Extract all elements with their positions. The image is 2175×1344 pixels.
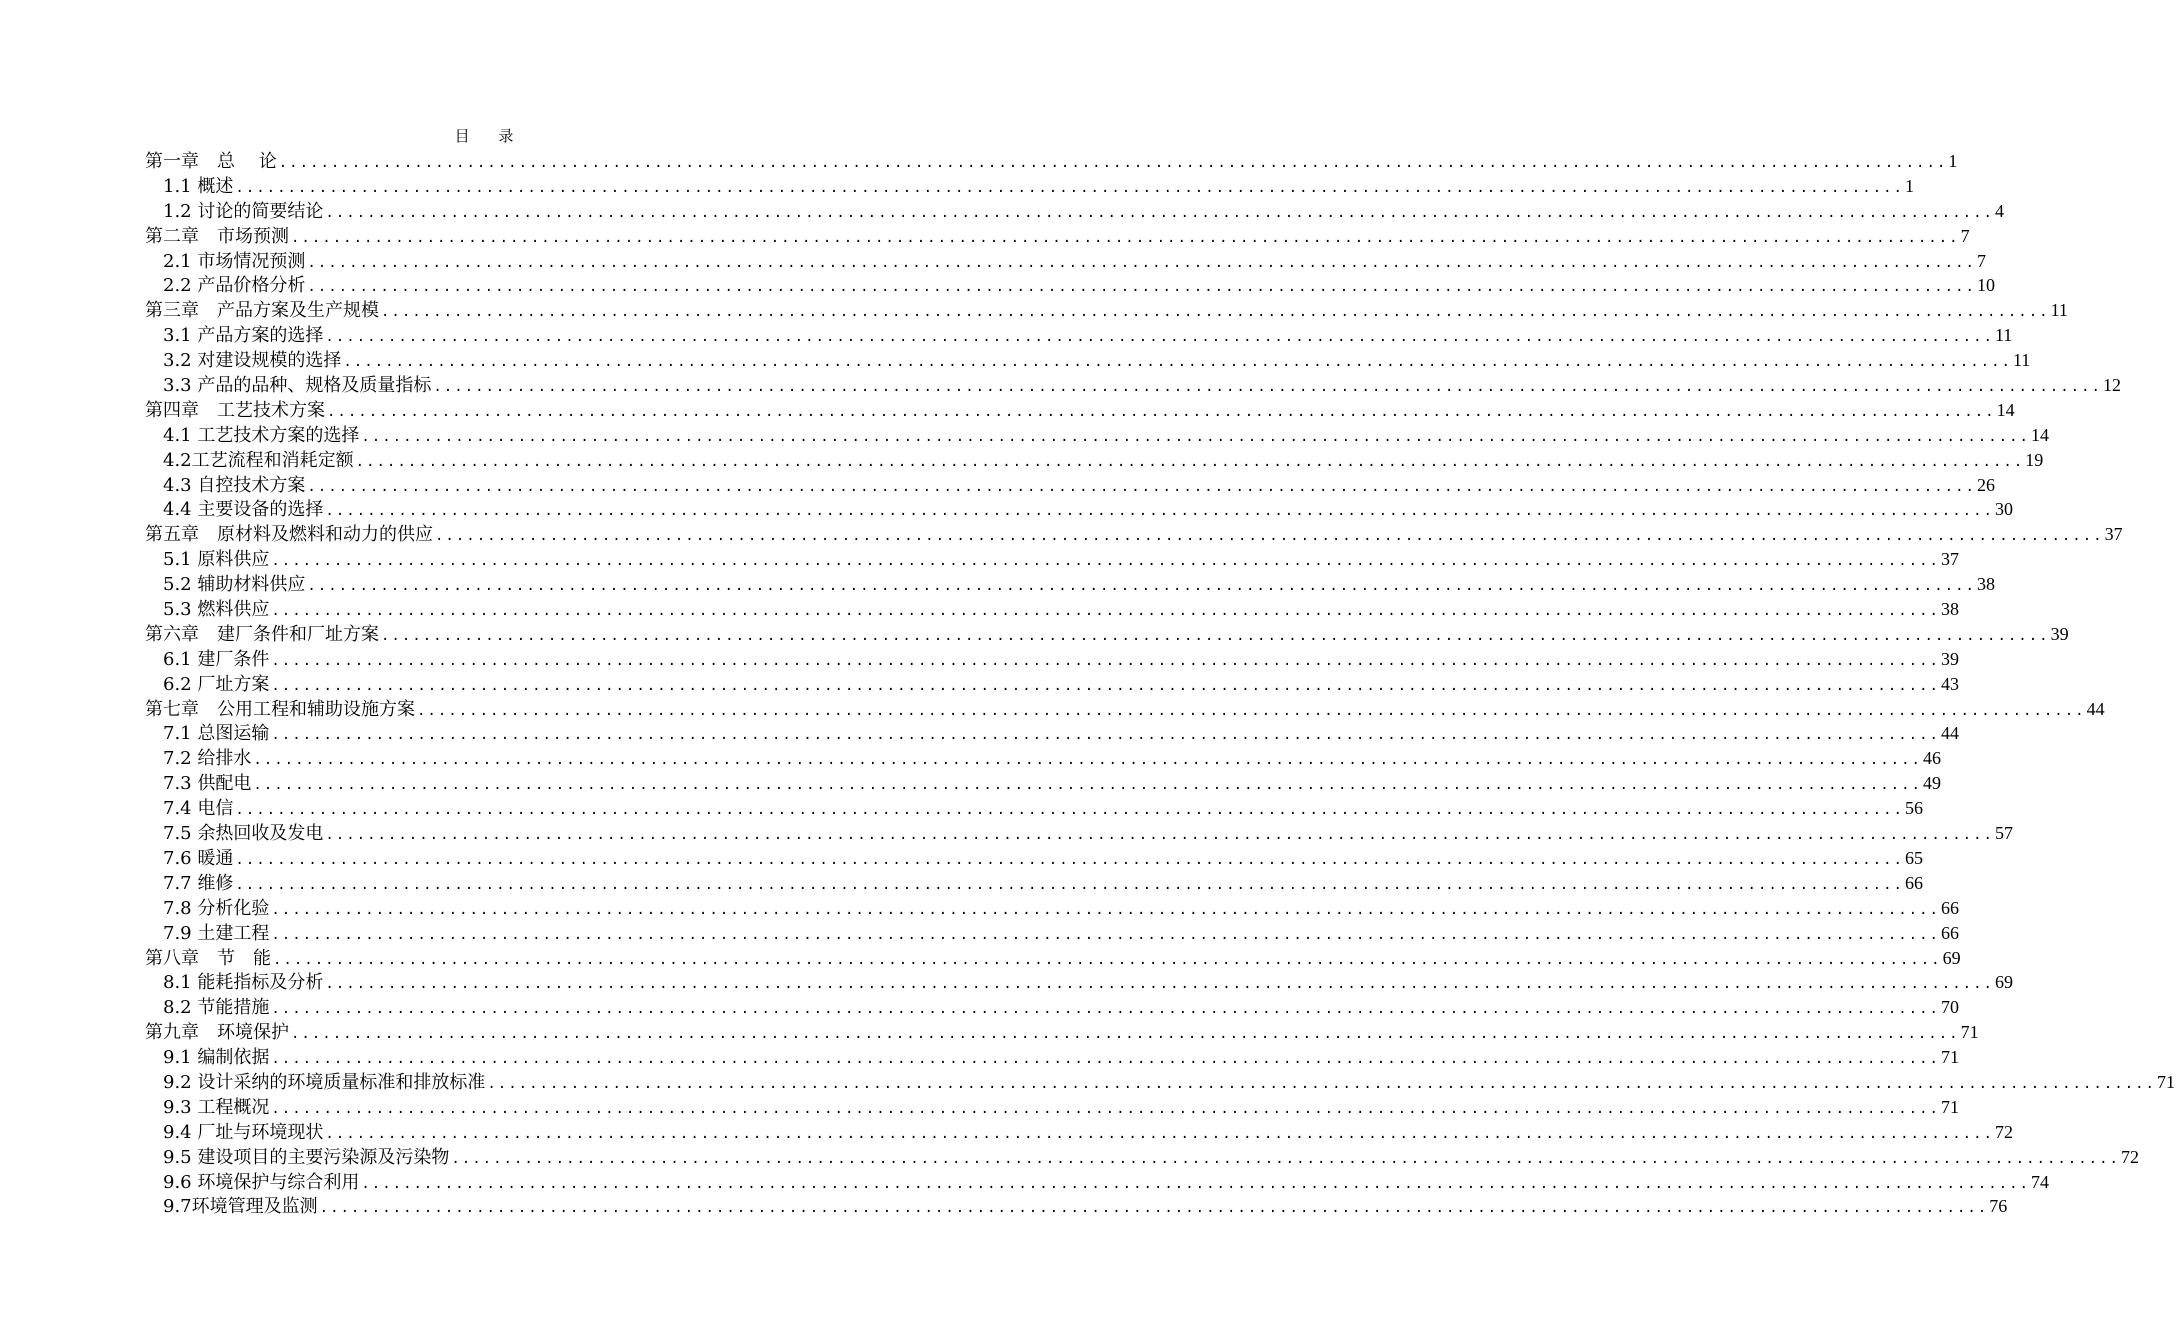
toc-entry-label: 第三章 产品方案及生产规模	[145, 300, 379, 322]
toc-page-number: 12	[2102, 375, 2121, 396]
toc-section-entry[interactable]	[145, 746, 1941, 771]
toc-dot-leader: ................................................................................................................................................................	[325, 1125, 1994, 1142]
toc-section-entry[interactable]	[145, 647, 1959, 672]
toc-entry-label: 8.1 能耗指标及分析	[163, 972, 324, 994]
toc-entry-label: 9.5 建设项目的主要污染源及污染物	[163, 1146, 450, 1168]
toc-entry-label: 8.2 节能措施	[163, 997, 270, 1019]
toc-page-number: 19	[2025, 449, 2044, 470]
toc-page-number: 4	[1994, 200, 2004, 221]
toc-section-entry[interactable]	[145, 846, 1923, 871]
toc-section-entry[interactable]	[145, 273, 1995, 298]
toc-dot-leader: ................................................................................................................................................................	[253, 752, 1922, 769]
toc-dot-leader: ................................................................................................................................................................	[433, 379, 2102, 396]
toc-chapter-entry[interactable]	[145, 224, 1970, 249]
toc-section-entry[interactable]	[145, 423, 2049, 448]
toc-page-number: 37	[1940, 549, 1959, 570]
toc-entry-label: 第九章 环境保护	[145, 1022, 289, 1044]
toc-page-number: 65	[1904, 847, 1923, 868]
toc-dot-leader: ................................................................................................................................................................	[381, 627, 2050, 644]
toc-entry-label: 9.1 编制依据	[163, 1047, 270, 1069]
toc-page-number: 46	[1922, 748, 1941, 769]
toc-dot-leader: ................................................................................................................................................................	[291, 229, 1960, 246]
toc-chapter-entry[interactable]	[145, 697, 2105, 722]
toc-page-number: 72	[2120, 1146, 2139, 1167]
table-of-contents	[145, 149, 2175, 1219]
toc-dot-leader: ................................................................................................................................................................	[325, 976, 1994, 993]
toc-dot-leader: ................................................................................................................................................................	[291, 1026, 1960, 1043]
toc-entry-label: 3.2 对建设规模的选择	[163, 350, 342, 372]
toc-dot-leader: ................................................................................................................................................................	[327, 403, 1996, 420]
toc-page-number: 14	[2030, 424, 2049, 445]
toc-dot-leader: ................................................................................................................................................................	[273, 951, 1942, 968]
toc-entry-label: 7.6 暖通	[163, 847, 234, 869]
toc-entry-label: 7.4 电信	[163, 798, 234, 820]
toc-entry-label: 4.4 主要设备的选择	[163, 499, 324, 521]
toc-entry-label: 3.1 产品方案的选择	[163, 325, 324, 347]
toc-dot-leader: ................................................................................................................................................................	[435, 528, 2104, 545]
toc-dot-leader: ................................................................................................................................................................	[343, 354, 2012, 371]
toc-entry-label: 9.2 设计采纳的环境质量标准和排放标准	[163, 1071, 486, 1093]
toc-dot-leader: ................................................................................................................................................................	[271, 901, 1940, 918]
toc-entry-label: 9.7环境管理及监测	[163, 1196, 318, 1218]
toc-page-number: 74	[2030, 1171, 2049, 1192]
toc-section-entry[interactable]	[145, 323, 2013, 348]
toc-entry-label: 2.1 市场情况预测	[163, 250, 306, 272]
toc-dot-leader: ................................................................................................................................................................	[307, 578, 1976, 595]
toc-page-number: 39	[1940, 648, 1959, 669]
toc-chapter-entry[interactable]	[145, 522, 2123, 547]
toc-section-entry[interactable]	[145, 871, 1923, 896]
toc-dot-leader: ................................................................................................................................................................	[307, 478, 1976, 495]
toc-section-entry[interactable]	[145, 995, 1959, 1020]
toc-entry-label: 9.6 环境保护与综合利用	[163, 1171, 360, 1193]
toc-section-entry[interactable]	[145, 1045, 1959, 1070]
toc-chapter-entry[interactable]	[145, 622, 2069, 647]
toc-title: 目 录	[454, 127, 526, 145]
toc-dot-leader: ................................................................................................................................................................	[271, 553, 1940, 570]
toc-page-number: 57	[1994, 823, 2013, 844]
toc-section-entry[interactable]	[145, 921, 1959, 946]
toc-entry-label: 1.2 讨论的简要结论	[163, 200, 324, 222]
toc-section-entry[interactable]	[145, 1194, 2008, 1219]
toc-entry-label: 7.3 供配电	[163, 773, 252, 795]
toc-section-entry[interactable]	[145, 497, 2013, 522]
toc-section-entry[interactable]	[145, 821, 2013, 846]
toc-section-entry[interactable]	[145, 721, 1959, 746]
toc-section-entry[interactable]	[145, 1145, 2139, 1170]
toc-entry-label: 4.3 自控技术方案	[163, 474, 306, 496]
toc-entry-label: 6.1 建厂条件	[163, 648, 270, 670]
toc-page-number: 30	[1994, 499, 2013, 520]
toc-page-number: 71	[2156, 1071, 2175, 1092]
toc-entry-label: 7.5 余热回收及发电	[163, 823, 324, 845]
toc-section-entry[interactable]	[145, 896, 1959, 921]
toc-dot-leader: ................................................................................................................................................................	[235, 876, 1904, 893]
toc-entry-label: 2.2 产品价格分析	[163, 275, 306, 297]
toc-page-number: 69	[1994, 972, 2013, 993]
toc-page-number: 39	[2050, 623, 2069, 644]
toc-entry-label: 7.9 土建工程	[163, 922, 270, 944]
toc-dot-leader: ................................................................................................................................................................	[235, 851, 1904, 868]
toc-page-number: 71	[1940, 1096, 1959, 1117]
toc-entry-label: 9.4 厂址与环境现状	[163, 1121, 324, 1143]
toc-chapter-entry[interactable]	[145, 946, 1961, 971]
toc-section-entry[interactable]	[145, 672, 1959, 697]
toc-dot-leader: ................................................................................................................................................................	[325, 503, 1994, 520]
toc-dot-leader: ................................................................................................................................................................	[271, 652, 1940, 669]
toc-dot-leader: ................................................................................................................................................................	[451, 1150, 2120, 1167]
toc-page-number: 43	[1940, 673, 1959, 694]
toc-page-number: 66	[1904, 872, 1923, 893]
toc-entry-label: 第八章 节 能	[145, 947, 271, 969]
toc-page-number: 76	[1989, 1196, 2008, 1217]
toc-page-number: 56	[1904, 798, 1923, 819]
toc-entry-label: 第二章 市场预测	[145, 225, 289, 247]
toc-entry-label: 7.1 总图运输	[163, 723, 270, 745]
toc-section-entry[interactable]	[145, 174, 1914, 199]
toc-dot-leader: ................................................................................................................................................................	[307, 254, 1976, 271]
toc-page-number: 38	[1976, 574, 1995, 595]
toc-page-number: 26	[1976, 474, 1995, 495]
toc-section-entry[interactable]	[145, 771, 1941, 796]
toc-entry-label: 5.1 原料供应	[163, 549, 270, 571]
toc-page-number: 66	[1940, 922, 1959, 943]
toc-dot-leader: ................................................................................................................................................................	[271, 1100, 1940, 1117]
toc-entry-label: 4.2工艺流程和消耗定额	[163, 449, 354, 471]
toc-dot-leader: ................................................................................................................................................................	[235, 802, 1904, 819]
toc-dot-leader: ................................................................................................................................................................	[253, 777, 1922, 794]
toc-page-number: 66	[1940, 897, 1959, 918]
toc-page-number: 70	[1940, 997, 1959, 1018]
toc-entry-label: 7.2 给排水	[163, 748, 252, 770]
toc-entry-label: 7.7 维修	[163, 872, 234, 894]
toc-chapter-entry[interactable]	[145, 398, 2015, 423]
toc-dot-leader: ................................................................................................................................................................	[271, 727, 1940, 744]
toc-entry-label: 第四章 工艺技术方案	[145, 399, 325, 421]
toc-dot-leader: ................................................................................................................................................................	[417, 702, 2086, 719]
toc-dot-leader: ................................................................................................................................................................	[271, 603, 1940, 620]
toc-entry-label: 1.1 概述	[163, 175, 234, 197]
toc-dot-leader: ................................................................................................................................................................	[325, 827, 1994, 844]
toc-dot-leader: ................................................................................................................................................................	[355, 453, 2025, 470]
toc-dot-leader: ................................................................................................................................................................	[487, 1075, 2156, 1092]
toc-section-entry[interactable]	[145, 970, 2013, 995]
toc-page-number: 11	[2050, 300, 2068, 321]
toc-dot-leader: ................................................................................................................................................................	[271, 926, 1940, 943]
toc-dot-leader: ................................................................................................................................................................	[361, 1175, 2030, 1192]
toc-dot-leader: ................................................................................................................................................................	[271, 1051, 1940, 1068]
toc-entry-label: 4.1 工艺技术方案的选择	[163, 424, 360, 446]
toc-entry-label: 7.8 分析化验	[163, 897, 270, 919]
toc-section-entry[interactable]	[145, 249, 1986, 274]
toc-page-number: 14	[1996, 399, 2015, 420]
toc-page-number: 37	[2104, 524, 2123, 545]
toc-entry-label: 第五章 原材料及燃料和动力的供应	[145, 524, 433, 546]
toc-dot-leader: ................................................................................................................................................................	[361, 428, 2030, 445]
toc-section-entry[interactable]	[145, 547, 1959, 572]
toc-page-number: 10	[1976, 275, 1995, 296]
toc-dot-leader: ................................................................................................................................................................	[381, 304, 2050, 321]
toc-entry-label: 第一章 总 论	[145, 151, 277, 172]
toc-chapter-entry[interactable]	[145, 298, 2068, 323]
toc-chapter-entry[interactable]	[145, 1020, 1979, 1045]
toc-page-number: 11	[1994, 325, 2013, 346]
toc-entry-label: 5.3 燃料供应	[163, 599, 270, 621]
toc-chapter-entry[interactable]	[145, 149, 1958, 174]
toc-page-number: 49	[1922, 773, 1941, 794]
toc-page-number: 71	[1940, 1047, 1959, 1068]
toc-page-number: 7	[1976, 250, 1986, 271]
toc-entry-label: 6.2 厂址方案	[163, 673, 270, 695]
toc-dot-leader: ................................................................................................................................................................	[235, 179, 1904, 196]
toc-section-entry[interactable]	[145, 1095, 1959, 1120]
toc-section-entry[interactable]	[145, 373, 2121, 398]
toc-page-number: 44	[1940, 723, 1959, 744]
toc-entry-label: 9.3 工程概况	[163, 1096, 270, 1118]
toc-section-entry[interactable]	[145, 1070, 2175, 1095]
toc-section-entry[interactable]	[145, 473, 1995, 498]
toc-page-number: 71	[1960, 1022, 1979, 1043]
toc-dot-leader: ................................................................................................................................................................	[319, 1200, 1989, 1217]
toc-page-number: 1	[1904, 175, 1914, 196]
toc-page-number: 38	[1940, 599, 1959, 620]
toc-section-entry[interactable]	[145, 572, 1995, 597]
toc-entry-label: 3.3 产品的品种、规格及质量指标	[163, 375, 432, 397]
toc-dot-leader: ................................................................................................................................................................	[325, 204, 1994, 221]
toc-page-number: 1	[1948, 151, 1958, 171]
toc-section-entry[interactable]	[145, 1120, 2013, 1145]
toc-entry-label: 第六章 建厂条件和厂址方案	[145, 623, 379, 645]
toc-page-number: 11	[2012, 350, 2031, 371]
toc-dot-leader: ................................................................................................................................................................	[271, 677, 1940, 694]
toc-page-number: 72	[1994, 1121, 2013, 1142]
toc-page-number: 69	[1942, 947, 1961, 968]
toc-page-number: 7	[1960, 225, 1970, 246]
toc-entry-label: 第七章 公用工程和辅助设施方案	[145, 698, 415, 720]
toc-section-entry[interactable]	[145, 199, 2004, 224]
toc-page-number: 44	[2086, 698, 2105, 719]
toc-entry-label: 5.2 辅助材料供应	[163, 574, 306, 596]
toc-dot-leader: ................................................................................................................................................................	[307, 279, 1976, 296]
toc-dot-leader: ................................................................................................................................................................	[325, 329, 1994, 346]
toc-dot-leader: ................................................................................................................................................................	[271, 1001, 1940, 1018]
toc-section-entry[interactable]	[145, 597, 1959, 622]
toc-section-entry[interactable]	[145, 448, 2044, 473]
toc-dot-leader: ................................................................................................................................................................	[278, 155, 1948, 171]
toc-section-entry[interactable]	[145, 348, 2031, 373]
toc-section-entry[interactable]	[145, 1170, 2049, 1195]
toc-section-entry[interactable]	[145, 796, 1923, 821]
